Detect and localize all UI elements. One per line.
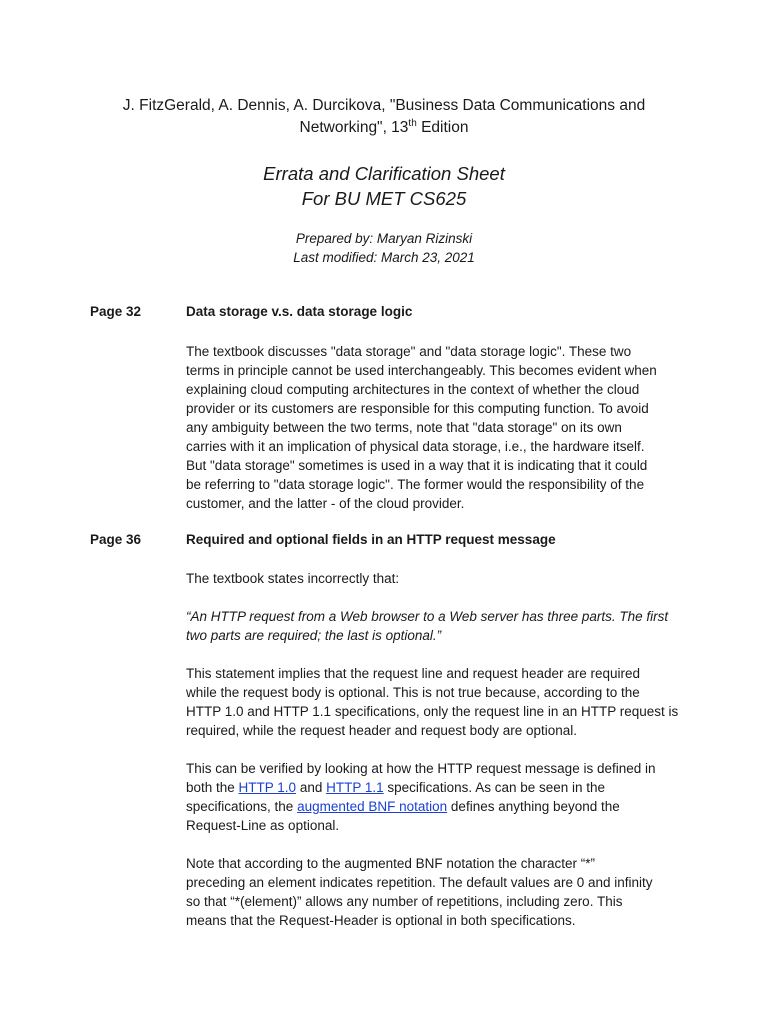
book-reference-edition: Edition (416, 119, 469, 136)
book-reference (100, 95, 668, 139)
title-line-2: For BU MET CS625 (301, 188, 467, 209)
section-heading: Data storage v.s. data storage logic (186, 304, 413, 319)
title-line-1: Errata and Clarification Sheet (263, 163, 505, 184)
paragraph-line: This statement implies that the request line and request header are required (186, 666, 641, 681)
augmented-bnf-link[interactable]: augmented BNF notation (297, 799, 448, 814)
text-fragment: specifications, the (186, 799, 298, 814)
paragraph (186, 759, 686, 835)
page-label: Page 36 (90, 532, 142, 547)
paragraph-line: This can be verified by looking at how the HTTP request message is defined in (186, 761, 656, 776)
paragraph-line: means that the Request-Header is optional in both specifications. (186, 913, 576, 928)
text-fragment: specifications. As can be seen in the (383, 780, 606, 795)
document-meta (100, 229, 668, 267)
paragraph-line: customer, and the latter - of the cloud provider. (186, 496, 465, 511)
paragraph-line: preceding an element indicates repetition. The default values are 0 and infinity (186, 875, 653, 890)
quote-line: two parts are required; the last is optional.” (186, 628, 442, 643)
text-fragment: defines anything beyond the (447, 799, 620, 814)
edition-superscript: th (408, 117, 417, 129)
paragraph-line: carries with it an implication of physical data storage, i.e., the hardware itself. (186, 439, 645, 454)
book-reference-line-2-text: Networking", 13 (299, 119, 409, 136)
paragraph (186, 664, 686, 740)
paragraph (186, 854, 686, 930)
paragraph-line (186, 778, 686, 797)
paragraph (186, 342, 686, 513)
text-fragment: both the (186, 780, 239, 795)
book-reference-line-1: J. FitzGerald, A. Dennis, A. Durcikova, "Business Data Communications and (122, 97, 646, 114)
paragraph-line (186, 797, 686, 816)
book-reference-line-2 (100, 117, 668, 139)
quote-line: “An HTTP request from a Web browser to a Web server has three parts. The first (186, 609, 669, 624)
document-title (100, 161, 668, 211)
paragraph-line: Request-Line as optional. (186, 818, 340, 833)
paragraph-line: while the request body is optional. This is not true because, according to the (186, 685, 640, 700)
paragraph-line: Note that according to the augmented BNF notation the character “*” (186, 856, 595, 871)
quoted-text (186, 607, 686, 645)
http-1-1-link[interactable]: HTTP 1.1 (326, 780, 384, 795)
paragraph-line: explaining cloud computing architectures in the context of whether the cloud (186, 382, 640, 397)
paragraph-line: But "data storage" sometimes is used in a way that it is indicating that it could (186, 458, 648, 473)
paragraph-line: provider or its customers are responsible for this computing function. To avoid (186, 401, 649, 416)
section-heading: Required and optional fields in an HTTP request message (186, 532, 556, 547)
http-1-0-link[interactable]: HTTP 1.0 (238, 780, 297, 795)
paragraph-line: terms in principle cannot be used interchangeably. This becomes evident when (186, 363, 657, 378)
paragraph-line: be referring to "data storage logic". The former would the responsibility of the (186, 477, 645, 492)
page-label: Page 32 (90, 304, 142, 319)
paragraph (186, 569, 686, 588)
prepared-by: Prepared by: Maryan Rizinski (295, 231, 473, 246)
last-modified: Last modified: March 23, 2021 (293, 250, 475, 265)
paragraph-line: required, while the request header and request body are optional. (186, 723, 578, 738)
text-fragment: and (296, 780, 327, 795)
paragraph-line: HTTP 1.0 and HTTP 1.1 specifications, only the request line in an HTTP request is (186, 704, 679, 719)
paragraph-line: The textbook states incorrectly that: (186, 571, 400, 586)
paragraph-line: so that “*(element)” allows any number of repetitions, including zero. This (186, 894, 623, 909)
paragraph-line: any ambiguity between the two terms, note that "data storage" on its own (186, 420, 622, 435)
paragraph-line: The textbook discusses "data storage" and "data storage logic". These two (186, 344, 632, 359)
